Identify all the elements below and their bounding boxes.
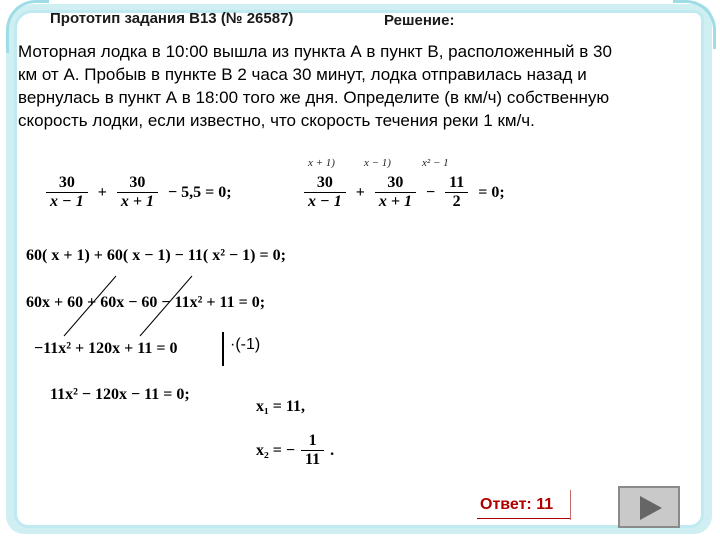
answer-text: Ответ: 11 <box>480 496 554 513</box>
equation-6: 11x² − 120x − 11 = 0; <box>50 386 190 403</box>
strike-line <box>140 276 192 336</box>
strike-line <box>64 276 116 336</box>
numerator: 30 <box>375 174 416 193</box>
prototype-title: Прототип задания B13 (№ 26587) <box>50 10 294 27</box>
solution-label: Решение: <box>384 12 455 29</box>
multiplier-note: x² − 1 <box>422 157 449 169</box>
numerator: 1 <box>301 432 324 451</box>
root-2-prefix: x₂ = − <box>256 441 296 459</box>
problem-line: скорость лодки, если известно, что скорость течения реки 1 км/ч. <box>18 111 535 130</box>
denominator: x + 1 <box>120 193 154 210</box>
equation-3: 60( x + 1) + 60( x − 1) − 11( x² − 1) = 0; <box>26 247 286 264</box>
answer-divider <box>570 490 571 520</box>
equation-tail: − 5,5 = 0; <box>167 183 232 201</box>
multiplier-note: x − 1) <box>364 157 391 169</box>
numerator: 30 <box>46 174 88 193</box>
equation-5: −11x² + 120x + 11 = 0 <box>34 340 178 357</box>
denominator: x − 1 <box>308 193 342 210</box>
next-slide-button[interactable] <box>618 486 680 528</box>
operator: − <box>425 183 436 201</box>
denominator: x − 1 <box>50 193 84 210</box>
numerator: 30 <box>117 174 158 193</box>
multiply-by-minus-one: ·(-1) <box>230 336 261 353</box>
problem-line: км от А. Пробыв в пункте В 2 часа 30 минут, лодка отправилась назад и <box>18 65 587 84</box>
answer-underline <box>477 518 571 519</box>
root-2 <box>256 432 334 469</box>
multiply-divider <box>222 332 224 366</box>
fraction <box>301 432 324 469</box>
operator: + <box>97 183 107 201</box>
equation-4: 60x + 60 + 60x − 60 − 11x² + 11 = 0; <box>26 294 266 311</box>
problem-line: Моторная лодка в 10:00 вышла из пункта А в пункт В, расположенный в 30 <box>18 42 612 61</box>
problem-line: вернулась в пункт А в 18:00 того же дня. Определите (в км/ч) собственную <box>18 88 610 107</box>
numerator: 11 <box>445 174 468 193</box>
operator: + <box>355 183 365 201</box>
denominator: 2 <box>452 193 461 210</box>
equation-tail: = 0; <box>478 183 505 201</box>
multiplier-note: x + 1) <box>308 157 335 169</box>
denominator: x + 1 <box>378 193 412 210</box>
root-1: x₁ = 11, <box>256 398 306 415</box>
root-2-suffix: . <box>330 441 335 459</box>
denominator: 11 <box>305 451 321 468</box>
play-triangle-icon <box>640 496 662 520</box>
numerator: 30 <box>304 174 346 193</box>
